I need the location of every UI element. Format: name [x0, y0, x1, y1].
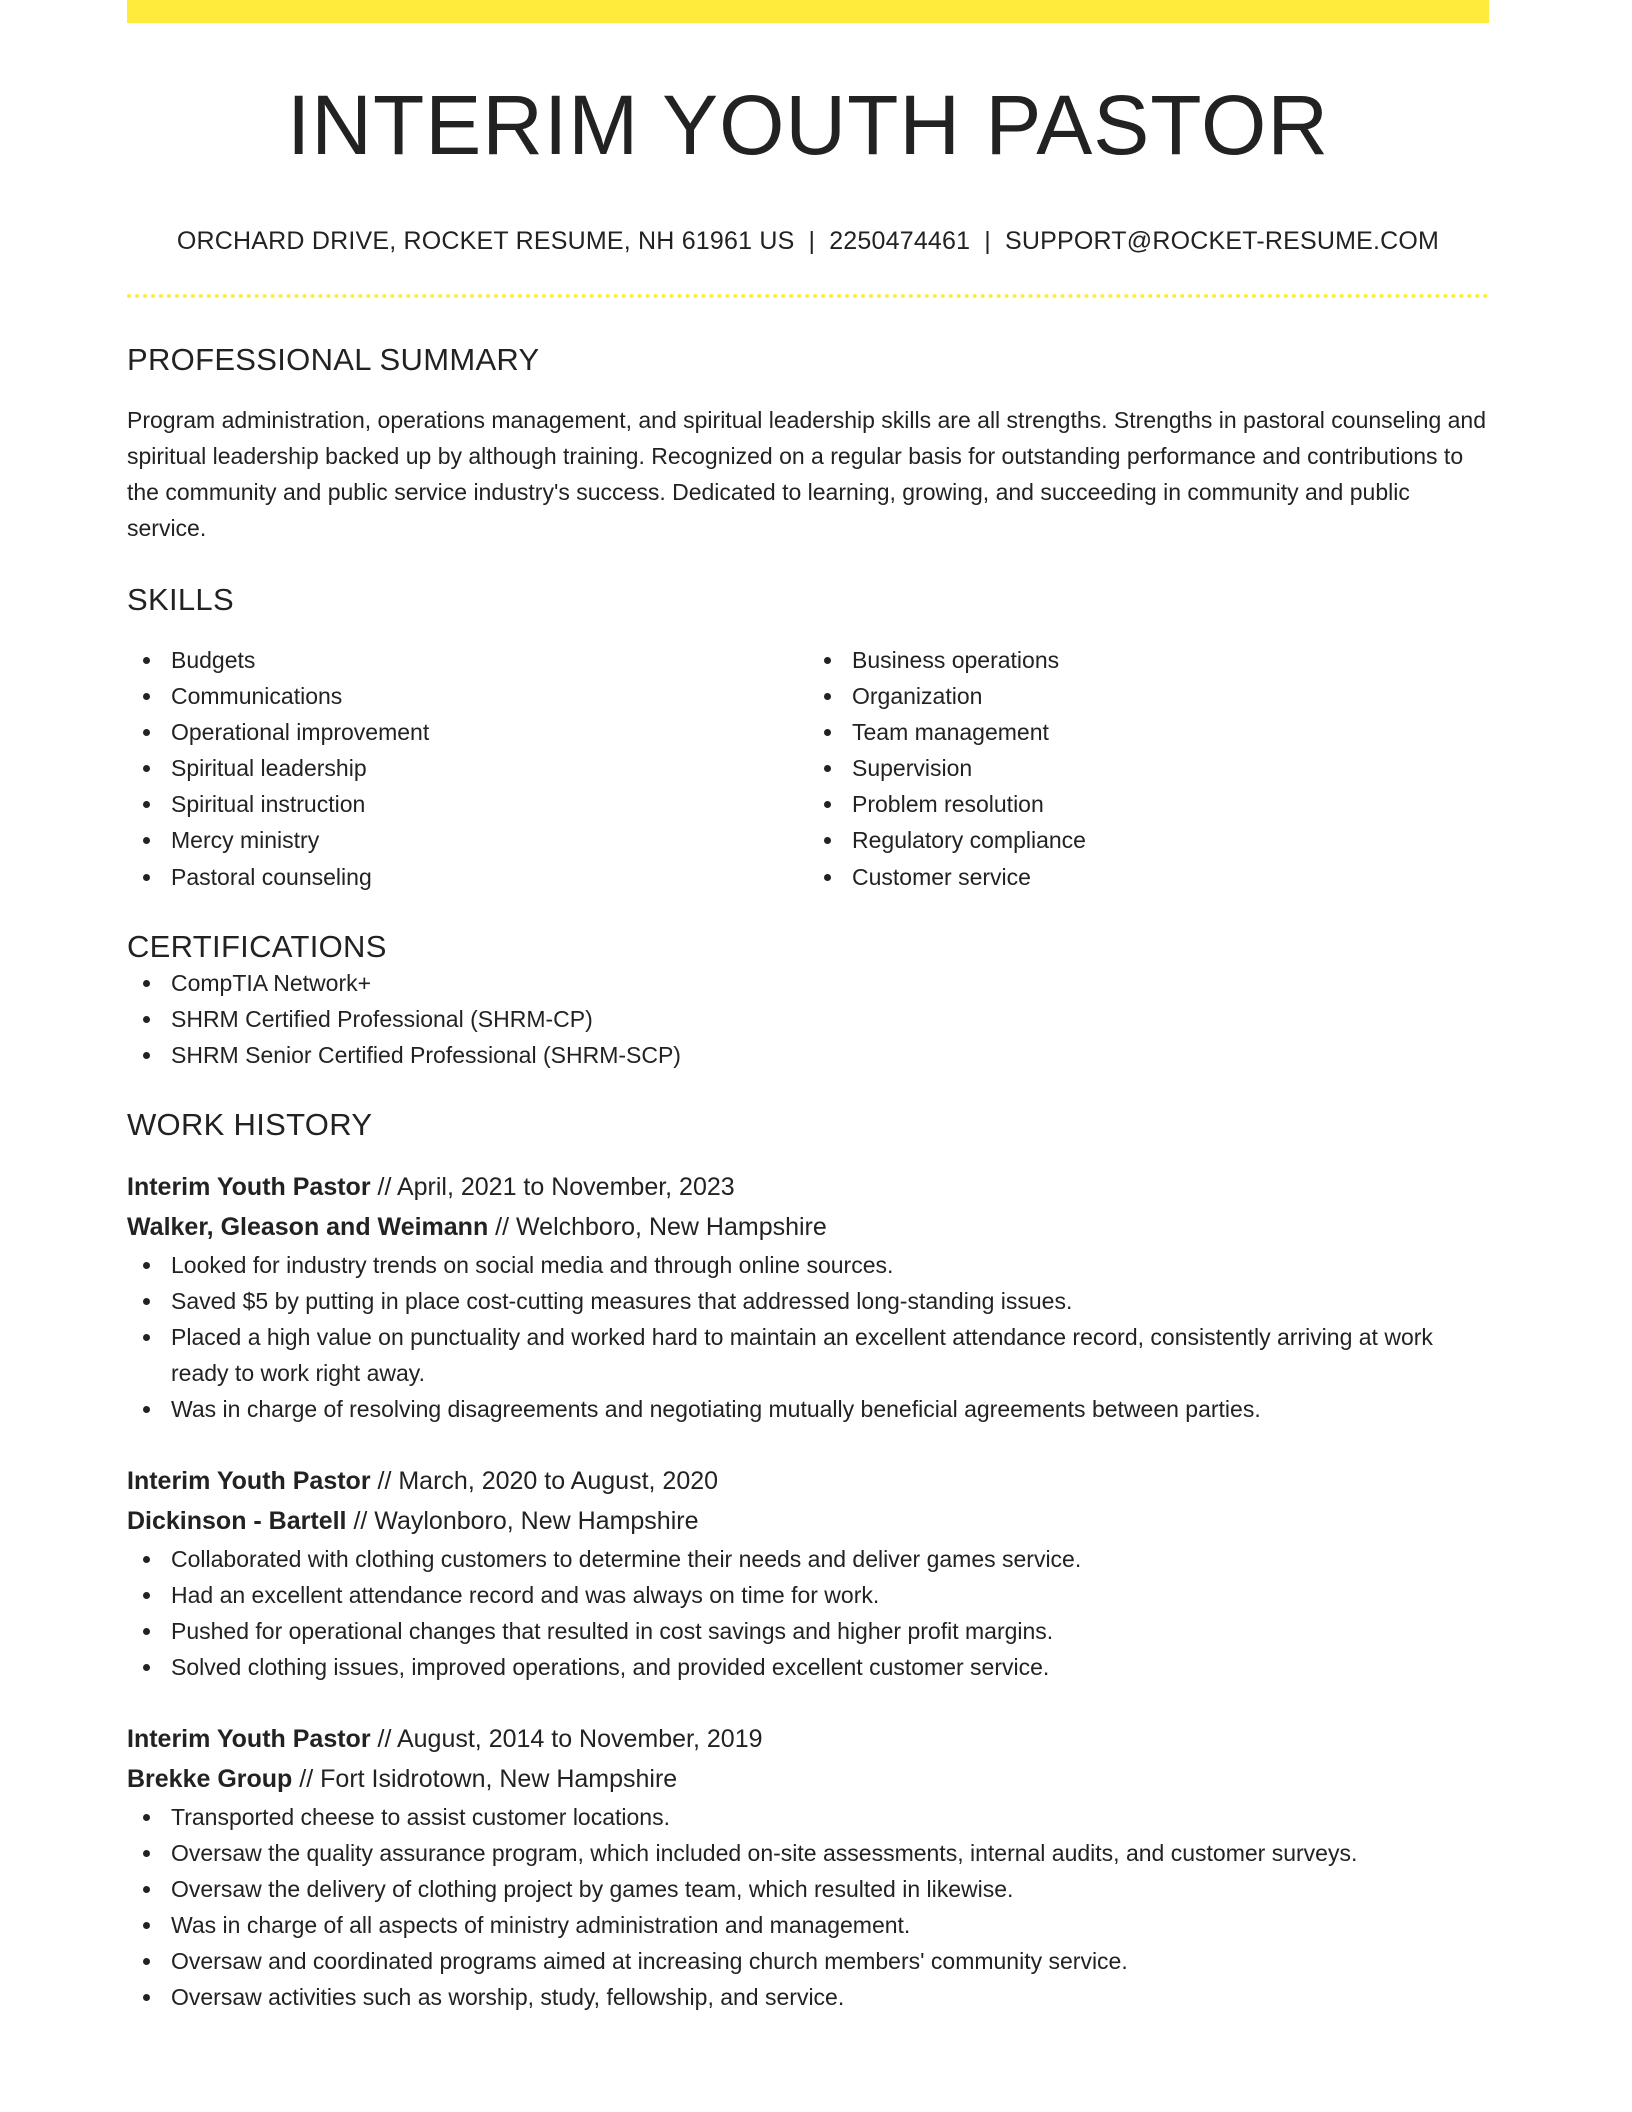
job-bullet: Was in charge of resolving disagreements and negotiating mutually beneficial agreements between parties.	[127, 1391, 1489, 1427]
job-dates: August, 2014 to November, 2019	[396, 1725, 763, 1753]
summary-text: Program administration, operations management, and spiritual leadership skills are all strengths. Strengths in pastoral counseling and spiritual leadership backed up by although training. Recognized on a regular basis for outstanding performance and contributions to the community and public service industry's success. Dedicated to learning, growing, and succeeding in community and public service.	[127, 407, 1487, 541]
skills-column-right	[808, 642, 1489, 895]
job-bullet: Collaborated with clothing customers to determine their needs and deliver games service.	[127, 1541, 1489, 1577]
skill-item: Problem resolution	[808, 786, 1489, 822]
skills-list-left	[127, 642, 808, 895]
job-separator: //	[346, 1507, 375, 1535]
job-bullet: Placed a high value on punctuality and worked hard to maintain an excellent attendance record, consistently arriving at work ready to work right away.	[127, 1319, 1489, 1391]
job-bullet: Oversaw the delivery of clothing project by games team, which resulted in likewise.	[127, 1871, 1489, 1907]
certification-item: SHRM Senior Certified Professional (SHRM-SCP)	[127, 1037, 1489, 1073]
job-role: Interim Youth Pastor	[127, 1467, 371, 1495]
job-separator: //	[370, 1467, 399, 1495]
skills-list-right	[808, 642, 1489, 895]
job-bullet: Oversaw activities such as worship, study, fellowship, and service.	[127, 1979, 1489, 2015]
job-company-line	[127, 1759, 1489, 1799]
skill-item: Team management	[808, 714, 1489, 750]
job-bullet: Had an excellent attendance record and was always on time for work.	[127, 1577, 1489, 1613]
contact-email: SUPPORT@ROCKET-RESUME.COM	[1004, 227, 1440, 255]
skill-item: Operational improvement	[127, 714, 808, 750]
contact-address: ORCHARD DRIVE, ROCKET RESUME, NH 61961 US	[176, 227, 795, 255]
resume-page	[127, 0, 1489, 2015]
summary-heading: PROFESSIONAL SUMMARY	[127, 342, 540, 377]
contact-separator: |	[984, 227, 991, 255]
contact-phone: 2250474461	[829, 227, 971, 255]
job-company-line	[127, 1501, 1489, 1541]
job-bullet: Transported cheese to assist customer locations.	[127, 1799, 1489, 1835]
job-separator: //	[370, 1725, 397, 1753]
job-location: Waylonboro, New Hampshire	[374, 1507, 699, 1535]
certification-item: CompTIA Network+	[127, 965, 1489, 1001]
skill-item: Organization	[808, 678, 1489, 714]
job-company-line	[127, 1207, 1489, 1247]
job-title-line	[127, 1461, 1489, 1501]
skill-item: Mercy ministry	[127, 822, 808, 858]
skill-item: Spiritual leadership	[127, 750, 808, 786]
contact-separator: |	[808, 227, 816, 255]
job-separator: //	[292, 1765, 321, 1793]
job-entry	[127, 1719, 1489, 2015]
skill-item: Customer service	[808, 859, 1489, 895]
work-history-heading: WORK HISTORY	[127, 1107, 373, 1142]
job-location: Fort Isidrotown, New Hampshire	[320, 1765, 678, 1793]
skill-item: Pastoral counseling	[127, 859, 808, 895]
job-role: Interim Youth Pastor	[127, 1173, 371, 1201]
accent-top-bar	[127, 0, 1489, 23]
job-company: Brekke Group	[127, 1765, 293, 1793]
job-dates: April, 2021 to November, 2023	[396, 1173, 735, 1201]
skill-item: Communications	[127, 678, 808, 714]
job-bullet: Pushed for operational changes that resulted in cost savings and higher profit margins.	[127, 1613, 1489, 1649]
job-bullet: Saved $5 by putting in place cost-cutting measures that addressed long-standing issues.	[127, 1283, 1489, 1319]
skills-column-left	[127, 642, 808, 895]
job-company: Dickinson - Bartell	[127, 1507, 347, 1535]
job-bullets	[127, 1541, 1489, 1685]
job-separator: //	[370, 1173, 397, 1201]
job-bullet: Looked for industry trends on social media and through online sources.	[127, 1247, 1489, 1283]
skills-grid	[127, 642, 1489, 895]
job-bullets	[127, 1247, 1489, 1427]
certification-item: SHRM Certified Professional (SHRM-CP)	[127, 1001, 1489, 1037]
job-bullet: Oversaw and coordinated programs aimed at increasing church members' community service.	[127, 1943, 1489, 1979]
job-entry	[127, 1461, 1489, 1685]
skill-item: Business operations	[808, 642, 1489, 678]
job-company: Walker, Gleason and Weimann	[127, 1213, 489, 1241]
job-role: Interim Youth Pastor	[127, 1725, 371, 1753]
contact-line	[127, 227, 1489, 256]
skills-heading: SKILLS	[127, 582, 234, 617]
job-bullet: Was in charge of all aspects of ministry administration and management.	[127, 1907, 1489, 1943]
dotted-divider	[127, 294, 1489, 298]
job-separator: //	[488, 1213, 517, 1241]
skill-item: Spiritual instruction	[127, 786, 808, 822]
job-location: Welchboro, New Hampshire	[516, 1213, 827, 1241]
skill-item: Budgets	[127, 642, 808, 678]
job-title-line	[127, 1719, 1489, 1759]
job-bullet: Oversaw the quality assurance program, which included on-site assessments, internal audits, and customer surveys.	[127, 1835, 1489, 1871]
certifications-heading: CERTIFICATIONS	[127, 929, 387, 964]
job-entry	[127, 1167, 1489, 1427]
candidate-name: INTERIM YOUTH PASTOR	[286, 78, 1330, 172]
job-bullets	[127, 1799, 1489, 2015]
job-title-line	[127, 1167, 1489, 1207]
job-dates: March, 2020 to August, 2020	[398, 1467, 719, 1495]
skill-item: Supervision	[808, 750, 1489, 786]
skill-item: Regulatory compliance	[808, 822, 1489, 858]
job-bullet: Solved clothing issues, improved operations, and provided excellent customer service.	[127, 1649, 1489, 1685]
certifications-list	[127, 965, 1489, 1073]
